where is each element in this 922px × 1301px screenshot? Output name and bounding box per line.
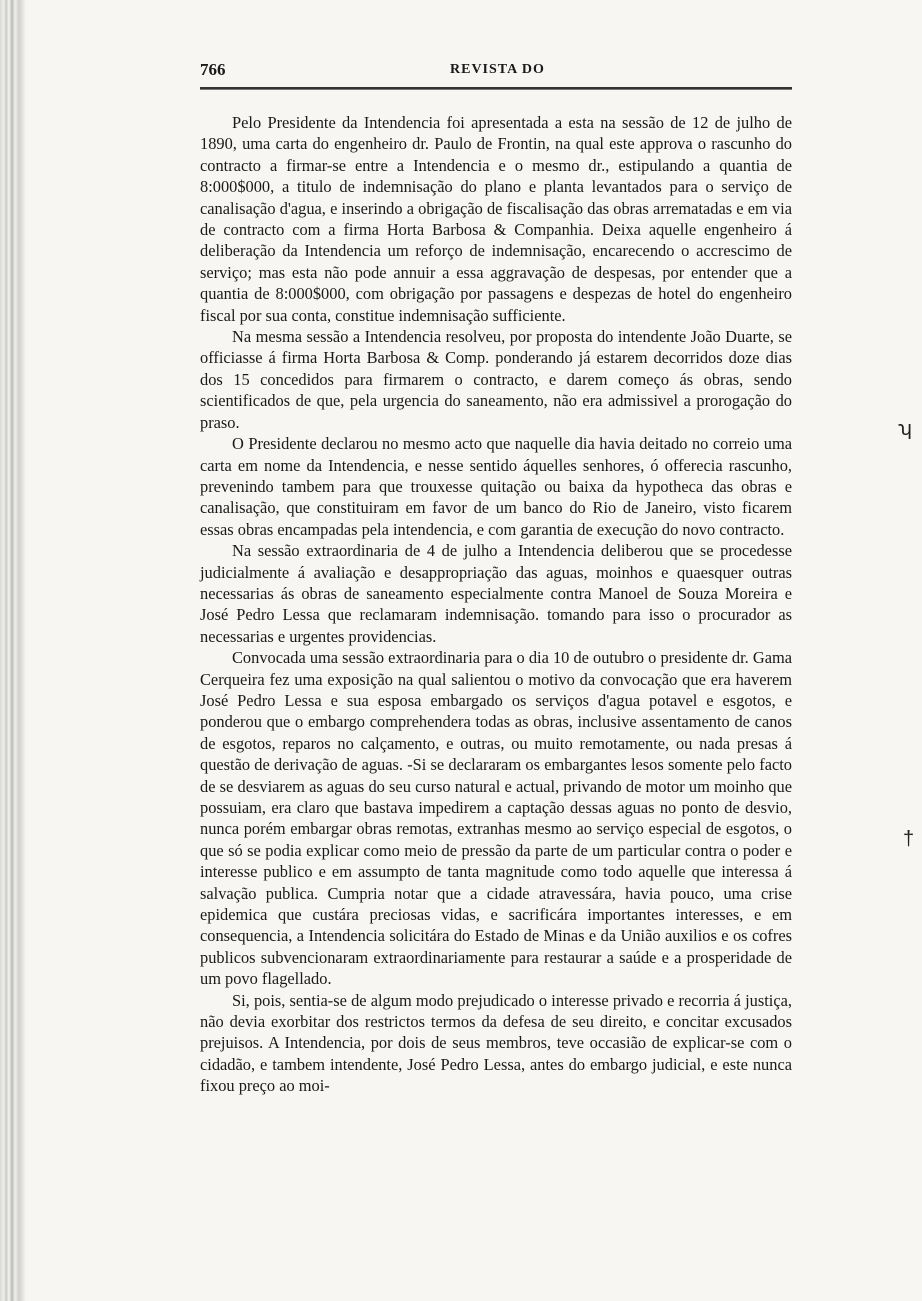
paragraph: Na sessão extraordinaria de 4 de julho a Intendencia deliberou que se procedesse judicialmente á avaliação e desappropriação das aguas, moinhos e quaesquer outras necessarias ás obras de saneamento especialmente contra Manoel de Souza Moreira e José Pedro Lessa que reclamaram indemnisação. tomando para isso o procurador as necessarias e urgentes providencias. <box>200 541 792 646</box>
margin-mark: ʮ <box>898 418 912 440</box>
paragraph: Si, pois, sentia-se de algum modo prejudicado o interesse privado e recorria á justiça, não devia exorbitar dos restrictos termos da defesa de seu direito, e concitar excusados prejuisos. A Intendencia, por dois de seus membros, teve occasião de explicar-se com o cidadão, e tambem intendente, José Pedro Lessa, antes do embargo judicial, e este nunca fixou preço ao moi- <box>200 990 792 1096</box>
book-binding-edge <box>0 0 26 1301</box>
running-head: REVISTA DO <box>450 62 545 77</box>
paragraph: Pelo Presidente da Intendencia foi apresentada a esta na sessão de 12 de julho de 1890, uma carta do engenheiro dr. Paulo de Frontin, na qual este approva o rascunho do contracto a firmar-se entre a Intendencia e o mesmo dr., estipulando a quantia de 8:000$000, a titulo de indemnisação do plano e planta levantados para o serviço de canalisação d'agua, e inserindo a obrigação de fiscalisação das obras arrematadas e em via de contracto com a firma Horta Barbosa & Companhia. Deixa aquelle engenheiro á deliberação da Intendencia um reforço de indemnisação, encarecendo o accrescimo de serviço; mas esta não pode annuir a essa aggravação de despesas, por entender que a quantia de 8:000$000, com obrigação por passagens e despezas de hotel do engenheiro fiscal por sua conta, constitue indemnisação sufficiente. <box>200 113 792 325</box>
page-number: 766 <box>200 60 226 79</box>
header-rule <box>200 87 792 90</box>
paragraph: O Presidente declarou no mesmo acto que naquelle dia havia deitado no correio uma carta em nome da Intendencia, e nesse sentido áquelles senhores, ó offerecia rascunho, prevenindo tambem para que trouxesse quitação ou baixa da hypotheca das obras e canalisação, que constituiram em favor de um banco do Rio de Janeiro, visto ficarem essas obras encampadas pela intendencia, e com garantia de execução do novo contracto. <box>200 434 792 539</box>
margin-mark: † <box>903 828 915 850</box>
body-text <box>200 112 792 1097</box>
page-header <box>200 60 790 82</box>
paragraph: Na mesma sessão a Intendencia resolveu, por proposta do intendente João Duarte, se officiasse á firma Horta Barbosa & Comp. ponderando já estarem decorridos doze dias dos 15 concedidos para firmarem o contracto, e darem começo ás obras, sendo scientificados de que, pela urgencia do saneamento, não era admissivel a prorogação do praso. <box>200 327 792 432</box>
paragraph: Convocada uma sessão extraordinaria para o dia 10 de outubro o presidente dr. Gama Cerqueira fez uma exposição na qual salientou o motivo da convocação que era haverem José Pedro Lessa e sua esposa embargado os serviços d'agua potavel e esgotos, e ponderou que o embargo comprehendera todas as obras, inclusive assentamento de canos de esgotos, reparos no calçamento, e outras, ou muito remotamente, ou nada presas á questão de derivação de aguas. -Si se declararam os embargantes lesos somente pelo facto de se desviarem as aguas do seu curso natural e actual, privando de motor um moinho que possuiam, era claro que bastava impedirem a captação dessas aguas no ponto de desvio, nunca porém embargar obras remotas, extranhas mesmo ao serviço especial de esgotos, o que só se podia explicar como meio de pressão da parte de um particular contra o poder e interesse publico e em assumpto de tanta magnitude como todo aquelle que interessa á salvação publica. Cumpria notar que a cidade atravessára, havia pouco, uma crise epidemica que custára preciosas vidas, e sacrificára importantes interesses, e em consequencia, a Intendencia solicitára do Estado de Minas e da União auxilios e os cofres publicos subvencionaram extraordinariamente para restaurar a saúde e a prosperidade de um povo flagellado. <box>200 648 792 989</box>
